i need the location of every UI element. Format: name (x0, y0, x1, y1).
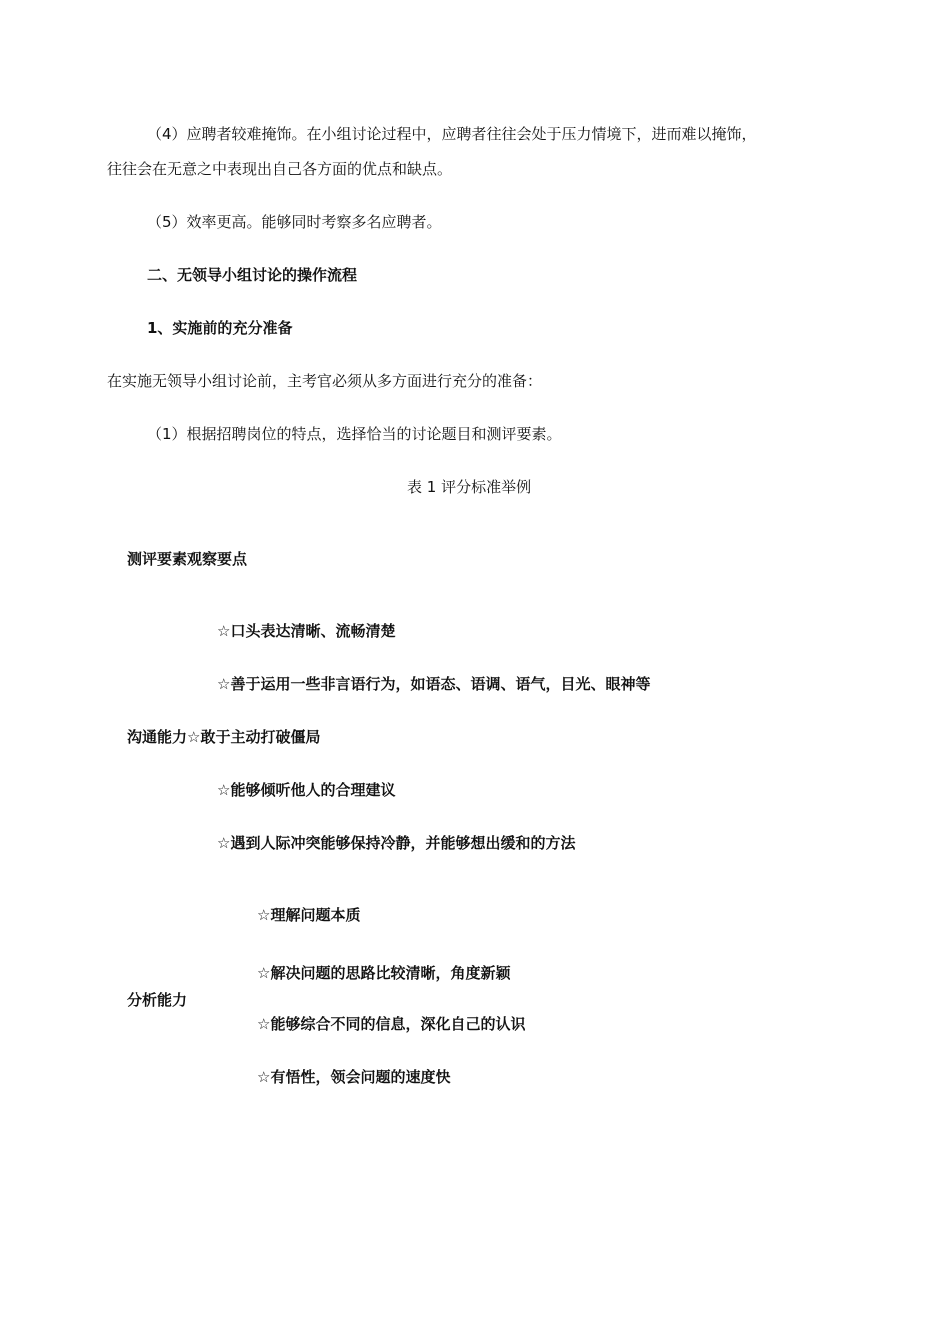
intro-paragraph: 在实施无领导小组讨论前，主考官必须从多方面进行充分的准备： (107, 372, 543, 390)
paragraph-4-line-2: 往往会在无意之中表现出自己各方面的优点和缺点。 (107, 160, 453, 178)
analysis-point-3: ☆能够综合不同的信息，深化自己的认识 (257, 1015, 526, 1033)
analysis-label: 分析能力 (127, 991, 188, 1009)
analysis-point-2: ☆解决问题的思路比较清晰，角度新颖 (257, 964, 511, 982)
communication-point-4: ☆能够倾听他人的合理建议 (217, 781, 396, 799)
analysis-point-4: ☆有悟性，领会问题的速度快 (257, 1068, 451, 1086)
table-caption: 表 1 评分标准举例 (407, 478, 532, 496)
table-header: 测评要素观察要点 (127, 550, 248, 568)
communication-point-1: ☆口头表达清晰、流畅清楚 (217, 622, 396, 640)
communication-point-2: ☆善于运用一些非言语行为，如语态、语调、语气，目光、眼神等 (217, 675, 651, 693)
subsection-heading-1: 1、实施前的充分准备 (147, 319, 293, 337)
analysis-point-1: ☆理解问题本质 (257, 906, 361, 924)
list-item-1: （1）根据招聘岗位的特点，选择恰当的讨论题目和测评要素。 (147, 425, 562, 443)
paragraph-4-line-1: （4）应聘者较难掩饰。在小组讨论过程中，应聘者往往会处于压力情境下，进而难以掩饰， (147, 125, 757, 143)
communication-point-5: ☆遇到人际冲突能够保持冷静，并能够想出缓和的方法 (217, 834, 576, 852)
communication-label-row: 沟通能力☆敢于主动打破僵局 (127, 728, 321, 746)
section-heading-2: 二、无领导小组讨论的操作流程 (147, 266, 358, 284)
paragraph-5: （5）效率更高。能够同时考察多名应聘者。 (147, 213, 442, 231)
